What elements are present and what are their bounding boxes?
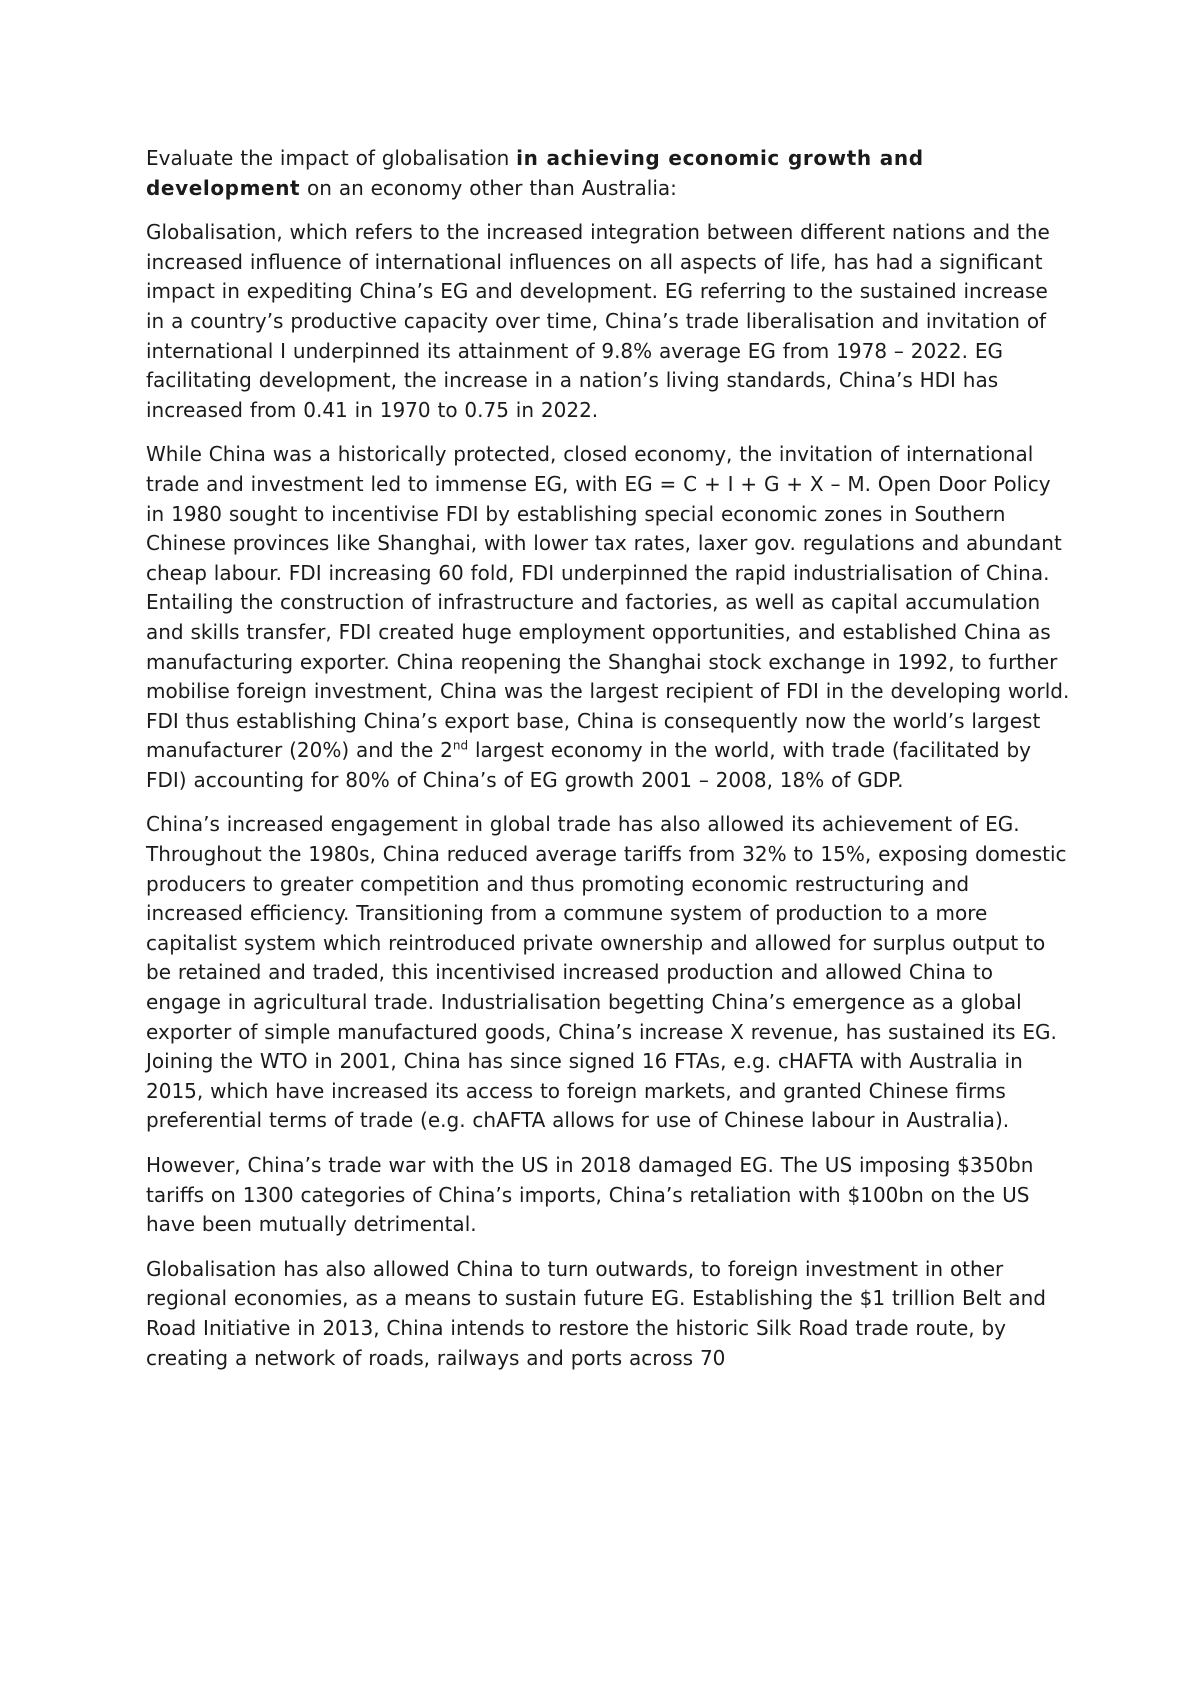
paragraph-fdi-text: While China was a historically protected, closed economy, the invitation of international trade and investment led to immense EG, with EG = C + I + G + X – M. Open Door Policy in 1980 sought to incentivise FDI by establishing special economic zones in Southern Chinese provinces like Shanghai, with lower tax rates, laxer gov. regulations and abundant cheap labour. FDI increasing 60 fold, FDI underpinned the rapid industrialisation of China. Entailing the construction of infrastructure and factories, as well as capital accumulation and skills transfer, FDI created huge employment opportunities, and established China as manufacturing exporter. China reopening the Shanghai stock exchange in 1992, to further mobilise foreign investment, China was the largest recipient of FDI in the developing world. FDI thus establishing China’s export base, China is consequently now the world’s largest manufacturer (20%) and the 2 — [146, 442, 1070, 763]
essay-question — [146, 144, 1071, 203]
paragraph-trade: China’s increased engagement in global trade has also allowed its achievement of EG. Throughout the 1980s, China reduced average tariffs from 32% to 15%, exposing domestic producers to greater competition and thus promoting economic restructuring and increased efficiency. Transitioning from a commune system of production to a more capitalist system which reintroduced private ownership and allowed for surplus output to be retained and traded, this incentivised increased production and allowed China to engage in agricultural trade. Industrialisation begetting China’s emergence as a global exporter of simple manufactured goods, China’s increase X revenue, has sustained its EG. Joining the WTO in 2001, China has since signed 16 FTAs, e.g. cHAFTA with Australia in 2015, which have increased its access to foreign markets, and granted Chinese firms preferential terms of trade (e.g. chAFTA allows for use of Chinese labour in Australia). — [146, 812, 1067, 1133]
paragraph-introduction: Globalisation, which refers to the increased integration between different nations and the increased influence of international influences on all aspects of life, has had a significant impact in expediting China’s EG and development. EG referring to the sustained increase in a country’s productive capacity over time, China’s trade liberalisation and invitation of international I underpinned its attainment of 9.8% average EG from 1978 – 2022. EG facilitating development, the increase in a nation’s living standards, China’s HDI has increased from 0.41 in 1970 to 0.75 in 2022. — [146, 220, 1050, 422]
question-emphasis: in achieving economic growth and development — [146, 146, 924, 200]
paragraph-trade-war: However, China’s trade war with the US in 2018 damaged EG. The US imposing $350bn tariffs on 1300 categories of China’s imports, China’s retaliation with $100bn on the US have been mutually detrimental. — [146, 1153, 1034, 1237]
ordinal-superscript: nd — [452, 738, 469, 753]
question-suffix: on an economy other than Australia: — [300, 175, 677, 200]
paragraph-fdi — [146, 440, 1071, 795]
document-body — [146, 144, 1071, 1388]
question-prefix: Evaluate the impact of globalisation — [146, 146, 517, 170]
paragraph-belt-and-road: Globalisation has also allowed China to turn outwards, to foreign investment in other regional economies, as a means to sustain future EG. Establishing the $1 trillion Belt and Road Initiative in 2013, China intends to restore the historic Silk Road trade route, by creating a network of roads, railways and ports across 70 — [146, 1256, 1046, 1370]
paragraph-fdi-text-cont: largest economy in the world, with trade (facilitated by FDI) accounting for 80% of China’s of EG growth 2001 – 2008, 18% of GDP. — [146, 738, 1032, 792]
